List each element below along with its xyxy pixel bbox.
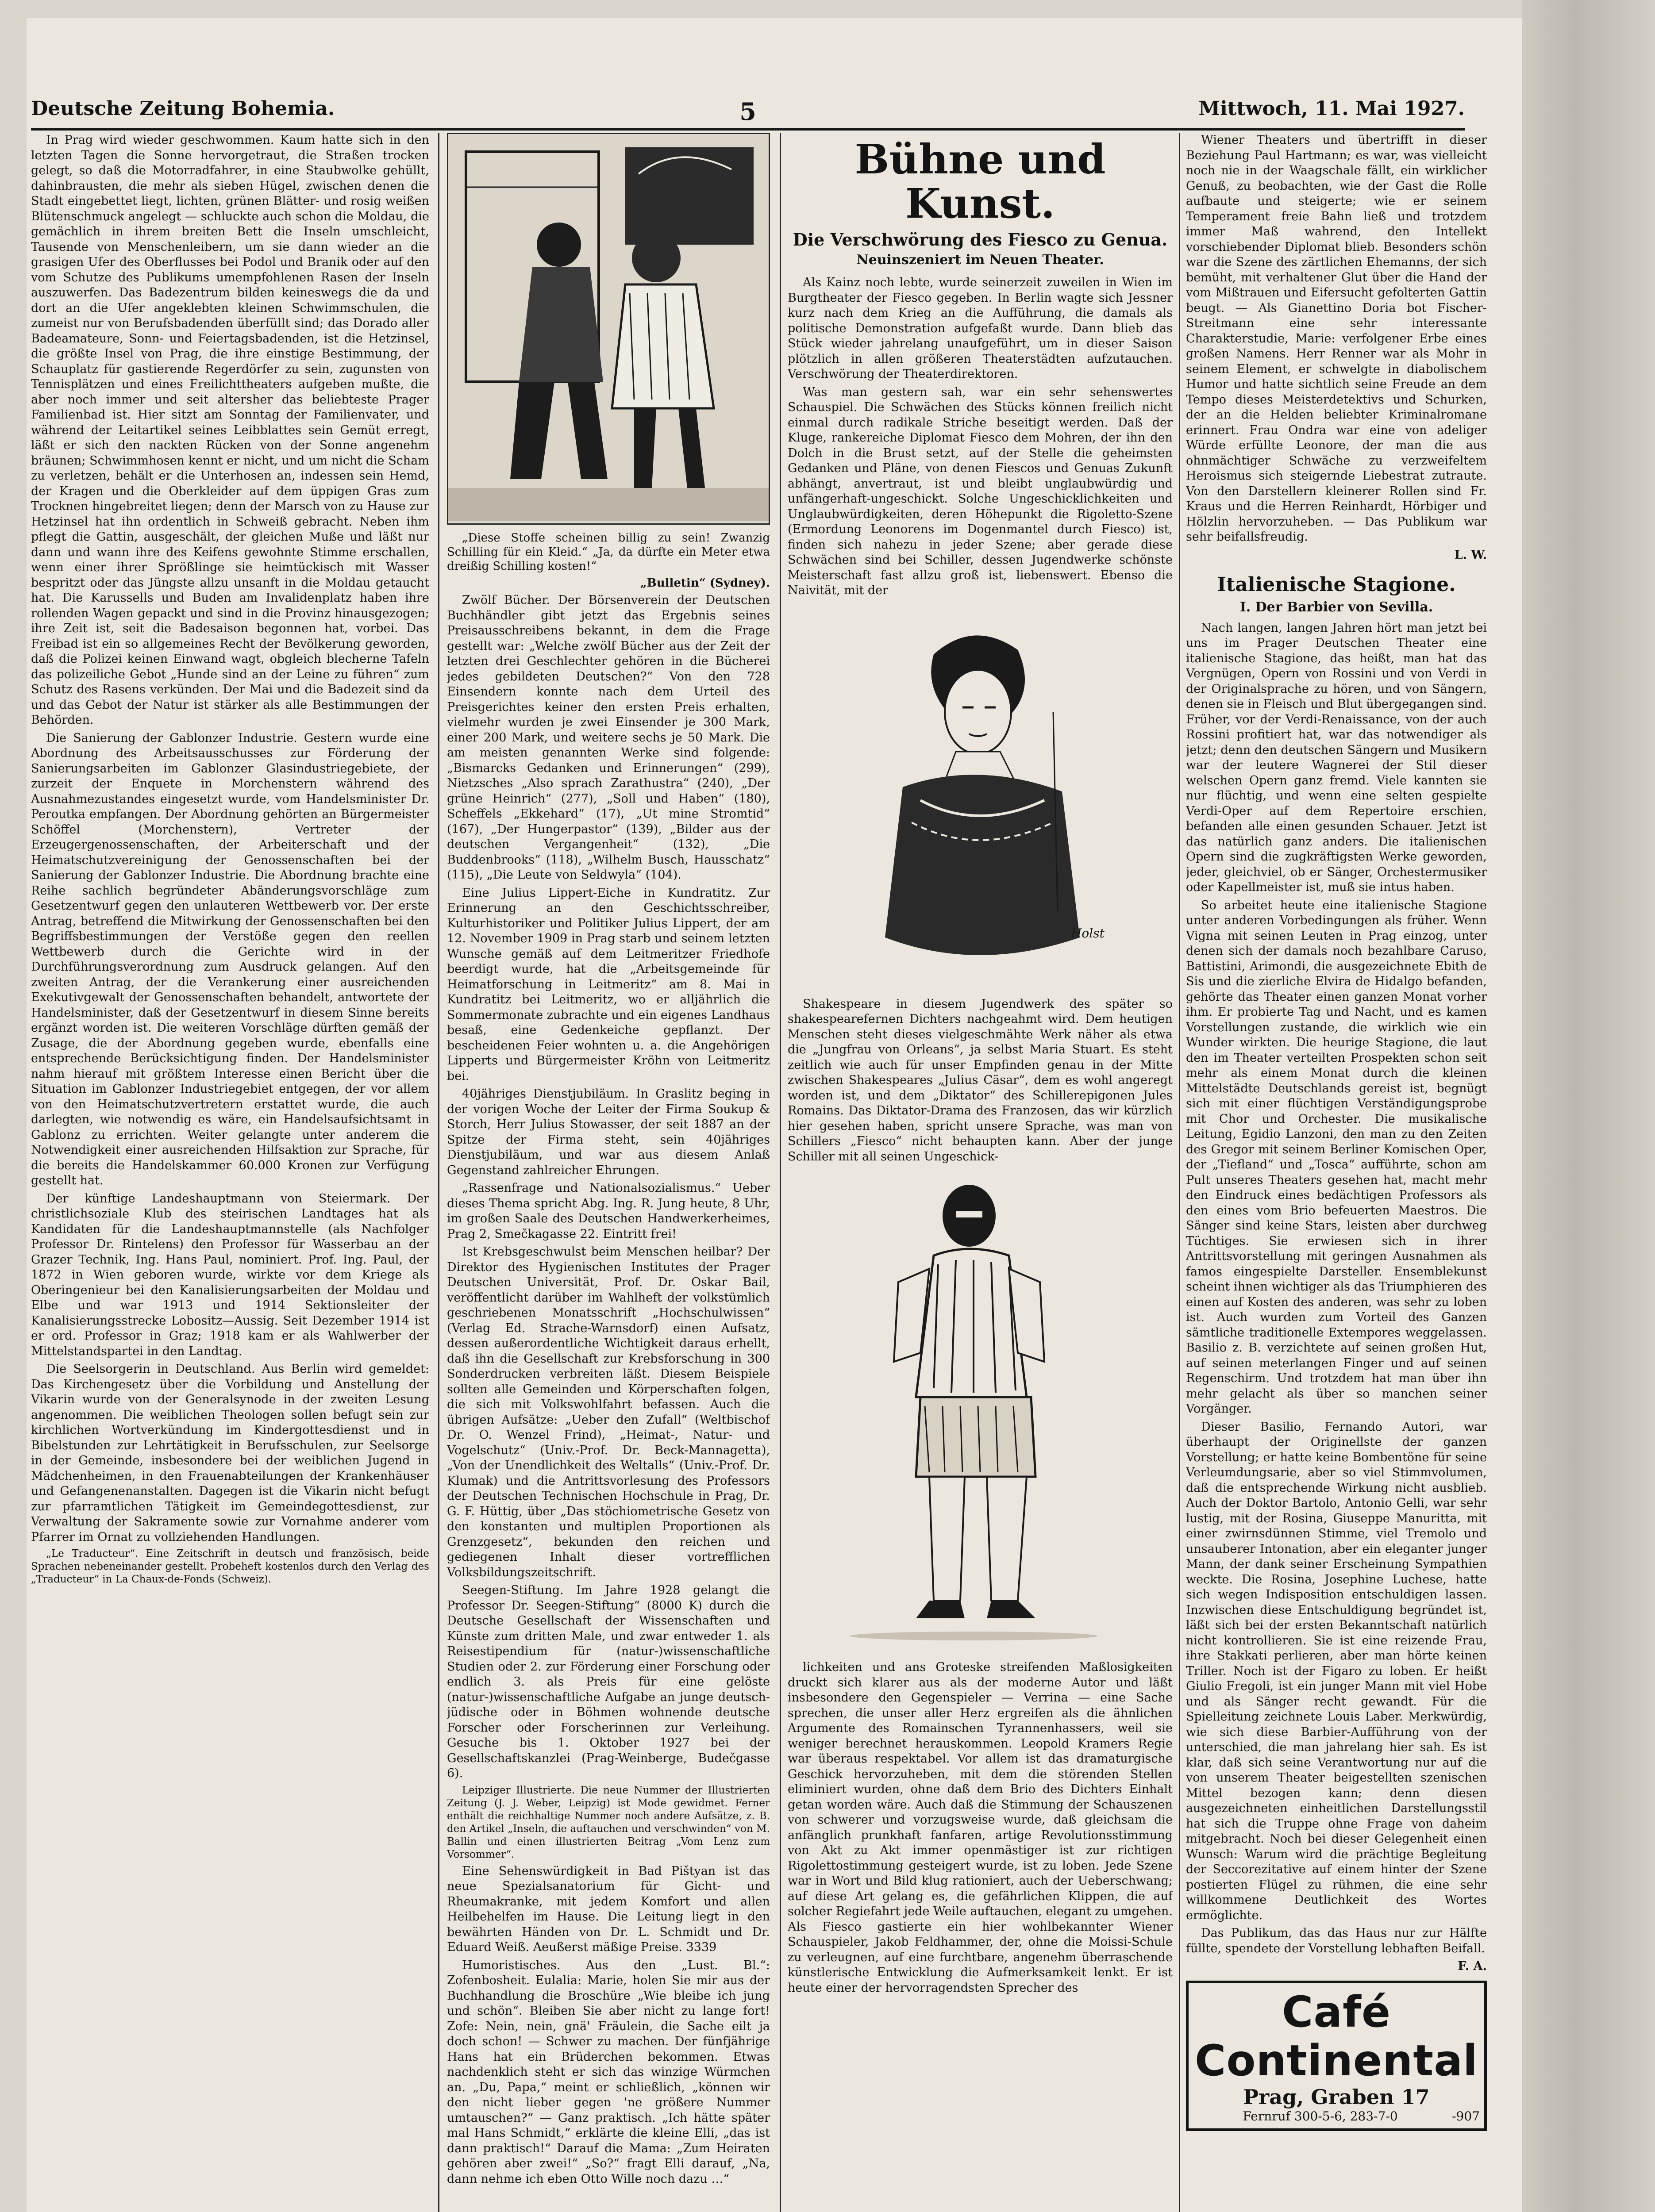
article-title-fiesco: Die Verschwörung des Fiesco zu Genua. <box>793 230 1168 250</box>
article-seelsorgerin: Die Seelsorgerin in Deutschland. Aus Berlin wird gemeldet: Das Kirchengesetz über die Vorbildung und Anstellung der Vikarin wurde von der Generalsynode in der zweiten Lesung angenommen. Die weiblichen Theologen sollen befugt sein zur kirchlichen Wortverkündung im Kindergottesdienst und in Bibelstunden zur Lehrtätigkeit in Berufsschulen, zur Seelsorge in der Gemeinde, insbesondere bei der weiblichen Jugend in Mädchenheimen, in den Frauenabteilungen der Krankenhäuser und Gefangenenanstalten. Dagegen ist die Vikarin nicht befugt zur pfarramtlichen Tätigkeit im Gemeindegottesdienst, zur Verwaltung der Sakramente sowie zur Vornahme anderer vom Pfarrer im Ornat zu vollziehenden Handlungen. <box>31 1362 429 1544</box>
article-rassenfrage: „Rassenfrage und Nationalsozialismus.“ Ueber dieses Thema spricht Abg. Ing. R. Jung heute, 8 Uhr, im großen Saale des Deutschen Handwerkerheimes, Prag 2, Smečkagasse 22. Eintritt frei! <box>447 1181 770 1241</box>
ad-address: Prag, Graben 17 <box>1243 2085 1430 2109</box>
column-1 <box>31 133 429 2212</box>
fiesco-paragraph-4: lichkeiten und ans Groteske streifenden Maßlosigkeiten druckt sich klarer aus als der moderne Autor und läßt insbesondere den Gegenspieler — Verrina — eine Sache sprechen, die unser aller Herz ergreifen als die ähnlichen Argumente des Romainschen Tyrannenhassers, weil sie weniger berechnet herauskommen. Leopold Kramers Regie war überaus respektabel. Vor allem ist das dramaturgische Geschick hervorzuheben, mit dem die störenden Stellen eliminiert wurden, ohne daß dem Brio des Dichters Einhalt getan worden wäre. Auch daß die Stimmung der Schauszenen von schwerer und vorzugsweise wurde, daß gleichsam die anfänglich prunkhaft fanfaren, artige Revolutionsstimmung von Akt zu Akt immer openmästiger ist zur richtigen Rigolettostimmung gesteigert wurde, ist zu loben. Jede Szene war in Wort und Bild klug rationiert, auch der Ueberschwang; auf diese Art gelang es, die gefährlichen Klippen, die auf solcher Regiefahrt jede Weile auftauchen, elegant zu umgehen. Als Fiesco gastierte ein hier wohlbekannter Wiener Schauspieler, Jakob Feldhammer, der, ohne die Moissi-Schule zu verleugnen, auf eine furchtbare, angenehm überraschende künstlerische Entwicklung die Aufmerksamkeit lenkt. Er ist heute einer der hervorragendsten Sprecher des <box>788 1660 1173 1995</box>
column-4 <box>1186 133 1487 2212</box>
article-humoristisches: Humoristisches. Aus den „Lust. Bl.“: Zofenbosheit. Eulalia: Marie, holen Sie mir aus der Buchhandlung die Broschüre „Wie bleibe ich jung und schön“. Bleiben Sie aber nicht zu lange fort! Zofe: Nein, nein, gnä' Fräulein, die Sache eilt ja doch schon! — Schwer zu machen. Der fünfjährige Hans hat ein Brüderchen bekommen. Etwas nachdenklich steht er sich das winzige Würmchen an. „Du, Papa,“ meint er schließlich, „können wir den nicht lieber gegen 'ne größere Nummer umtauschen?“ — Ganz praktisch. „Ich hätte später mal Hans Schmidt,“ erklärte die kleine Elli, „das ist dann praktisch!“ Darauf die Mama: „Zum Heiraten gehören aber zwei!“ „So?“ fragt Elli darauf, „Na, dann nehme ich eben Otto Wille noch dazu …“ <box>447 1958 770 2186</box>
portrait-drawing <box>788 601 1173 991</box>
column-rule <box>438 133 439 2212</box>
cartoon-drawing <box>448 134 769 521</box>
masthead <box>31 97 1465 131</box>
section-sub-barbier: I. Der Barbier von Sevilla. <box>1239 599 1433 615</box>
column-rule <box>780 133 781 2212</box>
column-2 <box>447 133 770 2212</box>
column-3 <box>788 133 1173 2212</box>
stagione-paragraph-3: Dieser Basilio, Fernando Autori, war überhaupt der Originellste der ganzen Vorstellung; er hatte keine Bombentöne für seine Verleumdungsarie, aber so viel Stimmvolumen, daß die entsprechende Wirkung nicht ausblieb. Auch der Doktor Bartolo, Antonio Gelli, war sehr lustig, mit der Rosina, Giuseppe Manuritta, mit einer zwirnsdünnen Stimme, viel Tremolo und unsauberer Intonation, aber ein eleganter junger Mann, der dank seiner Erscheinung Sympathien weckte. Die Rosina, Josephine Luchese, hatte sich wegen Indisposition entschuldigen lassen. Inzwischen diese Entschuldigung begründet ist, läßt sich bei der ersten Bekanntschaft natürlich nicht kontrollieren. Sie ist eine reizende Frau, ihre Stakkati perlieren, aber man hörte keinen Triller. Noch ist der Figaro zu loben. Er heißt Giulio Fregoli, ist ein junger Mann mit viel Hobe und als Sänger recht gewandt. Für die Spielleitung zeichnete Louis Laber. Merkwürdig, wie sich diese Barbier-Aufführung von der unterschied, die man jahrelang hier sah. Es ist klar, daß sich seine Verantwortung nur auf die von unserem Theater beigestellten szenischen Mittel bezogen kann; denn diesen ausgezeichneten einheitlichen Darstellungsstil hat sich die Truppe ohne Frage von daheim mitgebracht. Noch bei dieser Gelegenheit einen Wunsch: Warum wird die prächtige Begleitung der Seccorezitative auf einem hinter der Szene postierten Flügel zu rühmen, die eine sehr willkommene Deutlichkeit des Wortes ermöglichte. <box>1186 1420 1487 1922</box>
article-seegen-stiftung: Seegen-Stiftung. Im Jahre 1928 gelangt die Professor Dr. Seegen-Stiftung“ (8000 K) durch die Deutsche Gesellschaft der Wissenschaften und Künste zum dritten Male, und zwar entweder 1. als Reisestipendium für (natur-)wissenschaftliche Studien oder 2. zur Förderung einer Forschung oder endlich 3. als Preis für eine gelöste (natur-)wissenschaftliche Aufgabe an junge deutsch-jüdische oder in Böhmen wohnende deutsche Forscher oder Forscherinnen zur Verleihung. Gesuche bis 1. Oktober 1927 bei der Gesellschaftskanzlei (Prag-Weinberge, Budečgasse 6). <box>447 1583 770 1780</box>
portrait-artist-signature: Holst <box>1071 926 1105 941</box>
costume-drawing <box>788 1167 1173 1654</box>
page-number: 5 <box>739 97 756 126</box>
cafe-continental-ad <box>1186 1981 1487 2131</box>
article-dienstjubilaeum: 40jähriges Dienstjubiläum. In Graslitz beging in der vorigen Woche der Leiter der Firma Soukup & Storch, Herr Julius Stowasser, der seit 1887 an der Spitze der Firma steht, sein 40jähriges Dienstjubiläum, und war aus diesem Anlaß Gegenstand zahlreicher Ehrungen. <box>447 1087 770 1177</box>
article-gablonz: Die Sanierung der Gablonzer Industrie. Gestern wurde eine Abordnung des Arbeitsausschusses zur Förderung der Sanierungsarbeiten im Gablonzer Glasindustriegebiete, der zurzeit der Enquete in Morchenstern während des Ausnahmezustandes eingesetzt wurde, vom Handelsminister Dr. Peroutka empfangen. Der Abordnung gehörten an Bürgermeister Schöffel (Morchenstern), Vertreter der Erzeugergenossenschaften, der Arbeiterschaft und der Heimatschutzvereinigung der Genossenschaften bei der Sanierung der Gablonzer Industrie. Die Abordnung brachte eine Reihe sachlich begründeter Abänderungsvorschläge zum Gesetzentwurf gegen den unlauteren Wettbewerb vor. Der erste Antrag, betreffend die Mitwirkung der Genossenschaften bei den Begriffsbestimmungen der Verstöße gegen den reellen Wettbewerb durch die Gerichte wird in der Durchführungsverordnung zum Ausdruck gelangen. Auf den zweiten Antrag, der die Verankerung einer ausreichenden Exekutivgewalt der Genossenschaften behandelt, antwortete der Handelsminister, daß der Gesetzentwurf in diesem Sinne bereits ergänzt worden ist. Die weiteren Vorschläge dürften gemäß der Zusage, die der Abordnung gegeben wurde, ebenfalls eine entsprechende Berücksichtigung finden. Der Handelsminister nahm hierauf mit größtem Interesse einen Bericht über die Situation im Gablonzer Industriegebiet entgegen, der vor allem von den Heimatschutzvertretern erstattet wurde, die auch darlegten, wie notwendig es wäre, ein Handelsaufsichtsamt in Gablonz zu errichten. Weiter gelangte unter anderem die Notwendigkeit einer ausreichenden Hilfsaktion zur Sprache, für die bereits die Handelskammer 60.000 Kronen zur Verfügung gestellt hat. <box>31 731 429 1187</box>
fiesco-paragraph-1: Als Kainz noch lebte, wurde seinerzeit zuweilen in Wien im Burgtheater der Fiesco gegeben. In Berlin wagte sich Jessner kurz nach dem Krieg an die Aufführung, die damals als politische Demonstration aufgefaßt wurde. Dann blieb das Stück wieder jahrelang unaufgeführt, um in dieser Saison plötzlich in allen größeren Theaterstädten aufzutauchen. Verschwörung der Theaterdirektoren. <box>788 276 1173 381</box>
article-landeshauptmann: Der künftige Landeshauptmann von Steiermark. Der christlichsoziale Klub des steirischen Landtages hat als Kandidaten für die Landeshauptmannstelle (als Nachfolger Professor Dr. Rintelens) den Professor für Wasserbau an der Grazer Technik, Ing. Hans Paul, nominiert. Prof. Ing. Paul, der 1872 in Wien geboren wurde, wirkte vor dem Kriege als Oberingenieur bei den Kanalisierungsarbeiten der Moldau und Elbe und war 1913 und 1914 Sektionsleiter der Kanalisierungsstrecke Lobositz—Aussig. Seit Dezember 1914 ist er ord. Professor in Graz; 1918 kam er als Wahlwerber der Mittelstandspartei in den Landtag. <box>31 1191 429 1358</box>
ad-phone <box>1189 2109 1484 2124</box>
section-title-buehne: Bühne und Kunst. <box>854 135 1106 227</box>
ad-cafe-name: Café Continental <box>1195 1987 1478 2085</box>
cartoon-credit: „Bulletin“ (Sydney). <box>640 576 770 590</box>
signature-fa: F. A. <box>1458 1959 1487 1973</box>
signature-lw: L. W. <box>1454 548 1487 562</box>
stagione-paragraph-4: Das Publikum, das das Haus nur zur Hälfte füllte, spendete der Vorstellung lebhaften Beifall. <box>1186 1926 1487 1955</box>
issue-date: Mittwoch, 11. Mai 1927. <box>1198 97 1465 120</box>
stagione-paragraph-2: So arbeitet heute eine italienische Stagione unter anderen Vorbedingungen als früher. Wenn Vigna mit seinen Leuten in Prag einzog, unter denen sich der damals noch bezahlbare Caruso, Battistini, Arimondi, die ausgezeichnete Ebith de Sis und die zierliche Elvira de Hidalgo befanden, gehörte das Theater einen ganzen Monat vorher ihm. Er probierte Tag und Nacht, und es kamen Vorstellungen zustande, die wirklich wie ein Wunder wirkten. Die heurige Stagione, die laut den im Theater verteilten Prospekten schon seit mehr als einem Monat durch die kleinen Mittelstädte Deutschlands gereist ist, begnügt sich mit einer flüchtigen Verständigungsprobe mit Chor und Orchester. Die musikalische Leitung, Egidio Lanzoni, den man zu den Zeiten des Gregor mit seinem Berliner Komischen Oper, der „Tiefland“ und „Tosca“ aufführte, schon am Pult unseres Theaters gesehen hat, macht mehr den Eindruck eines bedächtigen Professors als den eines vom Brio befeuerten Maestros. Die Sänger sind keine Stars, leisten aber durchweg Tüchtiges. Sie erwiesen sich in ihrer Antrittsvorstellung mit geringen Ausnahmen als famos eingespielte Darsteller. Ensemblekunst scheint ihnen wichtiger als das Triumphieren des einen auf Kosten des anderen, was sehr zu loben ist. Auch wurden zum Vorteil des Ganzen sämtliche traditionelle Extempores weggelassen. Basilio z. B. verzichtete auf seinen großen Hut, auf seinen meterlangen Finger und auf seinen Regenschirm. Und trotzdem hat man über ihn mehr gelacht als über so manchen seiner Vorgänger. <box>1186 898 1487 1416</box>
article-lippert-eiche: Eine Julius Lippert-Eiche in Kundratitz. Zur Erinnerung an den Geschichtsschreiber, Kulturhistoriker und Politiker Julius Lippert, der am 12. November 1909 in Prag starb und seinem letzten Wunsche gemäß auf dem Leitmeritzer Friedhofe beerdigt wurde, hat die „Arbeitsgemeinde für Heimatforschung in Leitmeritz“ am 8. Mai in Kundratitz bei Leitmeritz, wo er alljährlich die Sommermonate zubrachte und ein eigenes Landhaus besaß, eine Gedenkeiche gepflanzt. Der bescheidenen Feier wohnten u. a. die Angehörigen Lipperts und Bürgermeister Kröhn von Leitmeritz bei. <box>447 886 770 1083</box>
cartoon-illustration <box>447 133 770 525</box>
scan-edge <box>1522 0 1655 2212</box>
fiesco-paragraph-3: Shakespeare in diesem Jugendwerk des später so shakespearefernen Dichters nachgeahmt wird. Dem heutigen Menschen steht dieses vielgeschmähte Werk näher als etwa die „Jungfrau von Orleans“, ja selbst Maria Stuart. Es steht zeitlich wie auch für unser Empfinden genau in der Mitte zwischen Shakespeares „Julius Cäsar“, dem es wohl angeregt worden ist, und dem „Diktator“ des Schillerepigonen Jules Romains. Das Diktator-Drama des Franzosen, das wir kürzlich hier gesehen haben, spricht unsere Sprache, was man von Schillers „Fiesco“ nicht behaupten kann. Aber der junge Schiller mit all seinen Ungeschick- <box>788 997 1173 1164</box>
article-bad-pistyan: Eine Sehenswürdigkeit in Bad Pištyan ist das neue Spezialsanatorium für Gicht- und Rheumakranke, mit jedem Komfort und allen Heilbehelfen im Hause. Die Leitung liegt in den bewährten Händen von Dr. L. Schmidt und Dr. Eduard Weiß. Aeußerst mäßige Preise. 3339 <box>447 1864 770 1954</box>
fiesco-paragraph-2: Was man gestern sah, war ein sehr sehenswertes Schauspiel. Die Schwächen des Stücks können freilich nicht einmal durch radikale Striche beseitigt werden. Daß der Kluge, rankereiche Diplomat Fiesco dem Mohren, der ihn den Dolch in die Brust setzt, auf der Stelle die geheimsten Gedanken und Pläne, von denen Fiescos und Genuas Zukunft abhängt, anvertraut, ist und bleibt unglaubwürdig und unfängerhaft-ungeschickt. Solche Ungeschicklichkeiten und Unglaubwürdigkeiten, deren Höhepunkt die Rigoletto-Szene (Ermordung Leonorens im Dogenmantel durch Fiesco) ist, finden sich nahezu in jeder Szene; aber gerade diese Schwächen sind bei Schiller, dessen Jugendwerke schönste Meisterschaft fast allzu groß ist, liebenswert. Ebenso die Naivität, mit der <box>788 385 1173 597</box>
article-traducteur: „Le Traducteur“. Eine Zeitschrift in deutsch und französisch, beide Sprachen nebeneinander gestellt. Probeheft kostenlos durch den Verlag des „Traducteur“ in La Chaux-de-Fonds (Schweiz). <box>31 1548 429 1585</box>
cartoon-caption: „Diese Stoffe scheinen billig zu sein! Zwanzig Schilling für ein Kleid.“ „Ja, da dürfte ein Meter etwa dreißig Schilling kosten!“ <box>447 531 770 573</box>
article-zwoelf-buecher: Zwölf Bücher. Der Börsenverein der Deutschen Buchhändler gibt jetzt das Ergebnis seines Preisausschreibens bekannt, in dem die Frage gestellt war: „Welche zwölf Bücher aus der Zeit der letzten drei Geschlechter gehören in die Bücherei jedes gebildeten Deutschen?“ Von den 728 Einsendern konnte nach dem Urteil des Preisgerichtes keiner den ersten Preis erhalten, vielmehr wurden je zwei Einsender je 300 Mark, einer 200 Mark, und weitere sechs je 50 Mark. Die am meisten genannten Werke sind folgende: „Bismarcks Gedanken und Erinnerungen“ (299), Nietzsches „Also sprach Zarathustra“ (240), „Der grüne Heinrich“ (277), „Soll und Haben“ (180), Scheffels „Ekkehard“ (17), „Ut mine Stromtid“ (167), „Der Hungerpastor“ (139), „Bilder aus der deutschen Vergangenheit“ (132), „Die Buddenbrooks“ (118), „Wilhelm Busch, Hausschatz“ (115), „Die Leute von Seldwyla“ (104). <box>447 593 770 882</box>
section-title-stagione: Italienische Stagione. <box>1217 573 1456 596</box>
stagione-paragraph-1: Nach langen, langen Jahren hört man jetzt bei uns im Prager Deutschen Theater eine italienische Stagione, das heißt, man hat das Vergnügen, Opern von Rossini und von Verdi in der Originalsprache zu hören, und von Sängern, denen sie in Fleisch und Blut übergegangen sind. Früher, vor der Verdi-Renaissance, von der auch Rossini profitiert hat, war das notwendiger als jetzt; denn den deutschen Sängern und Musikern war der leutere Wagnerei der Stil dieser welschen Opern ganz fremd. Viele kannten sie nur flüchtig, und wenn eine selten gespielte Verdi-Oper auf dem Repertoire erschien, befanden alle einen gesunden Schauer. Jetzt ist das natürlich ganz anders. Die italienischen Opern sind die zugkräftigsten Werke geworden, jeder, gleichviel, ob er Sänger, Orchestermusiker oder Kapellmeister ist, muß sie intus haben. <box>1186 621 1487 894</box>
ad-code: -907 <box>1452 2108 1480 2124</box>
ad-phone-numbers: Fernruf 300-5-6, 283-7-0 <box>1243 2108 1398 2124</box>
portrait-illustration <box>788 601 1173 991</box>
figure-illustration <box>788 1167 1173 1654</box>
article-hetzinsel: In Prag wird wieder geschwommen. Kaum hatte sich in den letzten Tagen die Sonne hervorgetraut, die Straßen trocken gelegt, so daß die Motorradfahrer, in eine Staubwolke gehüllt, dahinbrausten, die mehr als sieben Hügel, zwischen denen die Stadt eingebettet liegt, lichten, grünen Blätter- und rosig weißen Blütenschmuck angelegt — schluckte auch schon die Moldau, die gemächlich in ihrem breiten Bett die Inseln umschleicht, Tausende von Menschenleibern, um sie dann wieder an die grasigen Ufer des Oberflusses bei Podol und Branik oder auf den vom Schutze des Publikums umempfohlenen Rasen der Inseln auszuwerfen. Das Badezentrum bilden keineswegs die da und dort an die Ufer angeklebten kleinen Schwimmschulen, die zumeist nur von Berufsbadenden überfüllt sind; das Dorado aller Badeamateure, Sonn- und Feiertagsbadenden, ist die Hetzinsel, die größte Insel von Prag, die ihre einstige Bestimmung, der Schauplatz für gastierende Regerdörfer zu sein, zugunsten von Tennisplätzen und eines Freilichttheaters aufgeben mußte, die aber noch immer und seit altersher das beliebteste Prager Familienbad ist. Hier sitzt am Sonntag der Familienvater, und während der Leitartikel seines Leibblattes sein Gemüt erregt, läßt er sich den nackten Rücken von der Sonne angenehm bräunen; Schwimmhosen kennt er nicht, und um nicht die Scham zu verletzen, behält er die Unterhosen an, indessen sein Hemd, der Kragen und die Oberkleider auf dem üppigen Gras zum Trocknen hingebreitet liegen; denn der Marsch von zu Hause zur Hetzinsel hat ihn ordentlich in Schweiß gebracht. Neben ihm pflegt die Gattin, ausgeschält, der gleichen Muße und läßt nur dann und wann ihre des Keifens gewohnte Stimme erschallen, wenn einer ihrer Sprößlinge sie heimtückisch mit Wasser bespritzt oder das Jüngste allzu unsanft in die Moldau getaucht hat. Die Karussells und Buden am Invalidenplatz haben ihre rollenden Wagen gepackt und sind in die Provinz hinausgezogen; ihre Zeit ist, seit die Badesaison begonnen hat, vorbei. Das Freibad ist ein so allgemeines Recht der Bevölkerung geworden, daß die Polizei keinen Einwand wagt, obgleich blecherne Tafeln das polizeiliche Gebot „Hunde sind an der Leine zu führen“ zum Schutz des Rasens verkünden. Der Mai und die Badezeit sind da und das Gebot der Natur ist stärker als alle Bestimmungen der Behörden. <box>31 133 429 727</box>
fiesco-continuation: Wiener Theaters und übertrifft in dieser Beziehung Paul Hartmann; es war, was vielleicht noch nie in der Waagschale fällt, ein wirklicher Genuß, zu beobachten, wie der Gast die Rolle aufbaute und steigerte; wie er seinem Temperament freie Bahn ließ und trotzdem immer Maß wahrend, den Intellekt vorschiebender Diplomat blieb. Besonders schön war die Szene des zärtlichen Ehemanns, der sich bemüht, mit verhaltener Glut über die Hand der vom Mißtrauen und Eifersucht gefolterten Gattin beugt. — Als Gianettino Doria bot Fischer-Streitmann eine sehr interessante Charakterstudie, Marie: verfolgener Erbe eines großen Namens. Herr Renner war als Mohr in seinem Element, er schwelgte in diabolischem Humor und hatte sichtlich seine Freude an dem Tempo dieses Meisterdetektivs und Schurken, der an die Helden beliebter Kriminalromane erinnert. Frau Ondra war eine von adeliger Würde erfüllte Leonore, der man die aus ohnmächtiger Schwäche zu verzweifeltem Heroismus sich steigernde Liebestrat zutraute. Von den Darstellern kleinerer Rollen sind Fr. Kraus und die Herren Reinhardt, Hörbiger und Hölzlin hervorzuheben. — Das Publikum war sehr beifallsfreudig. <box>1186 133 1487 544</box>
article-krebsgeschwulst: Ist Krebsgeschwulst beim Menschen heilbar? Der Direktor des Hygienischen Institutes der Prager Deutschen Universität, Prof. Dr. Oskar Bail, veröffentlicht darüber im Wahlheft der volkstümlich geschriebenen Monatsschrift „Hochschulwissen“ (Verlag Ed. Strache-Warnsdorf) einen Aufsatz, dessen außerordentliche Wichtigkeit daraus erhellt, daß ihn die Gesellschaft zur Krebsforschung in 300 Sonderdrucken verbreiten läßt. Diesem Beispiele sollten alle Gemeinden und Körperschaften folgen, die sich mit Volkswohlfahrt befassen. Auch die übrigen Aufsätze: „Ueber den Zufall“ (Weltbischof Dr. O. Wenzel Frind), „Heimat-, Natur- und Vogelschutz“ (Univ.-Prof. Dr. Beck-Mannagetta), „Von der Unendlichkeit des Weltalls“ (Univ.-Prof. Dr. Klumak) und die Antrittsvorlesung des Professors der Deutschen Technischen Hochschule in Prag, Dr. G. F. Hüttig, über „Das stöchiometrische Gesetz von den konstanten und multiplen Proportionen als Grenzgesetz“, bekunden den reichen und gediegenen Inhalt dieser vortrefflichen Volksbildungszeitschrift. <box>447 1245 770 1579</box>
column-rule <box>1179 133 1180 2212</box>
article-leipziger-illustrierte: Leipziger Illustrierte. Die neue Nummer der Illustrierten Zeitung (J. J. Weber, Leipzig) ist Mode gewidmet. Ferner enthält die reichhaltige Nummer noch andere Aufsätze, z. B. den Artikel „Inseln, die auftauchen und verschwinden“ von M. Ballin und einen illustrierten Beitrag „Vom Lenz zum Vorsommer“. <box>447 1784 770 1860</box>
paper-name: Deutsche Zeitung Bohemia. <box>31 97 335 120</box>
article-subtitle-fiesco: Neuinszeniert im Neuen Theater. <box>856 252 1104 268</box>
